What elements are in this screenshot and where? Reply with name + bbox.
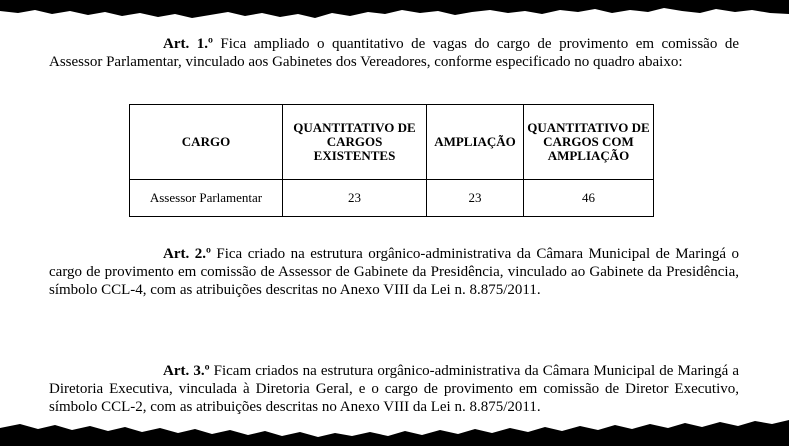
torn-edge-bottom — [0, 406, 789, 446]
article-1-label: Art. 1.º — [163, 36, 213, 52]
cell-existing-quantity: 23 — [283, 180, 427, 217]
table-row — [130, 180, 654, 217]
article-1-paragraph — [49, 35, 739, 71]
positions-table — [129, 104, 654, 217]
article-2-label: Art. 2.º — [163, 246, 211, 262]
article-3-text: Ficam criados na estrutura orgânico-administrativa da Câmara Municipal de Maringá a Diretoria Executiva, vinculada à Diretoria Geral, e o cargo de provimento em comissão de Diretor Executivo, símbolo CCL-2, com as atribuições descritas no Anexo VIII da Lei n. 8.875/2011. — [49, 363, 740, 415]
cell-quantity-with-expansion: 46 — [524, 180, 654, 217]
article-1-text: Fica ampliado o quantitativo de vagas do cargo de provimento em comissão de Assessor Parlamentar, vinculado aos Gabinetes dos Vereadores, conforme especificado no quadro abaixo: — [49, 36, 739, 70]
header-existing-quantity: QUANTITATIVO DE CARGOS EXISTENTES — [283, 105, 427, 180]
article-2-text: Fica criado na estrutura orgânico-administrativa da Câmara Municipal de Maringá o cargo de provimento em comissão de Assessor de Gabinete da Presidência, vinculado ao Gabinete da Presidência, símbolo CCL-4, com as atribuições descritas no Anexo VIII da Lei n. 8.875/2011. — [49, 246, 739, 298]
header-cargo: CARGO — [130, 105, 283, 180]
table-header-row — [130, 105, 654, 180]
torn-edge-top — [0, 0, 789, 30]
cell-cargo: Assessor Parlamentar — [130, 180, 283, 217]
article-3-label: Art. 3.º — [163, 363, 210, 379]
header-quantity-with-expansion: QUANTITATIVO DE CARGOS COM AMPLIAÇÃO — [524, 105, 654, 180]
cell-expansion: 23 — [427, 180, 524, 217]
header-expansion: AMPLIAÇÃO — [427, 105, 524, 180]
article-2-paragraph — [49, 245, 739, 299]
